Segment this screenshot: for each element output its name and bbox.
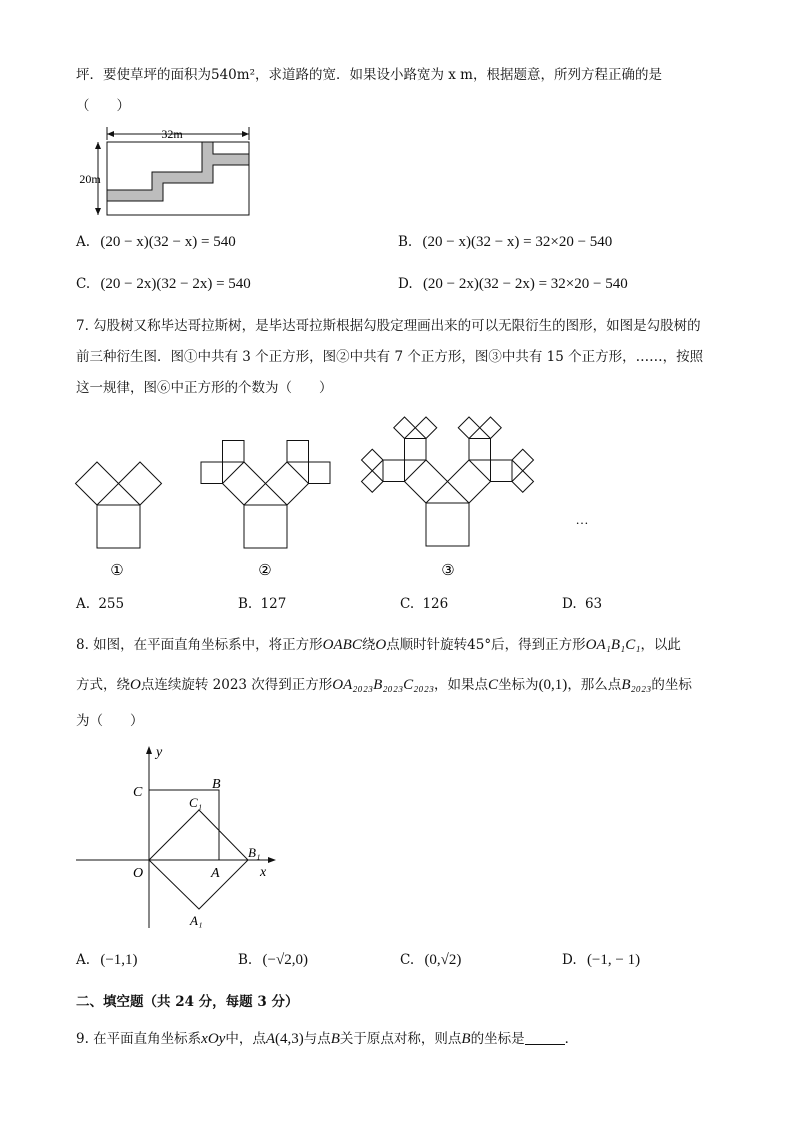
pythagoras-tree-2 (201, 441, 330, 549)
tree-square (512, 449, 534, 471)
q6-line1: 坪．要使草坪的面积为540m²，求道路的宽．如果设小路宽为 x m，根据题意，所列方程正确的是 (76, 67, 662, 83)
q7-option-c[interactable]: C. 126 (400, 596, 449, 612)
tree-square (266, 462, 309, 505)
tree-square (362, 449, 384, 471)
q6-option-a[interactable]: A. (20 − x)(32 − x) = 540 (76, 234, 236, 250)
q8-line1: 8. 如图，在平面直角坐标系中，将正方形OABC绕O点顺时针旋转45°后，得到正方形OA₁B₁C₁，以此 (76, 637, 681, 653)
origin-label: O (133, 866, 144, 881)
q7-trees-figure (60, 400, 600, 585)
tree-square (458, 417, 480, 439)
tree-square (383, 460, 405, 482)
tree-square (512, 471, 534, 493)
point-c1-label: C₁ (189, 795, 203, 810)
point-a1-label: A₁ (190, 913, 203, 928)
tree-square (223, 462, 266, 505)
tree-label-2: ② (258, 563, 272, 579)
q7-line1: 7. 勾股树又称毕达哥拉斯树，是毕达哥拉斯根据勾股定理画出来的可以无限衍生的图形，如图是勾股树的 (76, 318, 701, 334)
point-b-label: B (212, 777, 221, 792)
tree-square (491, 460, 513, 482)
tree-square (448, 460, 491, 503)
q6-option-b-expr: (20 − x)(32 − x) = 32×20 − 540 (422, 234, 613, 250)
tree-square (362, 471, 384, 493)
q7-option-a[interactable]: A. 255 (76, 596, 125, 612)
tree-label-1: ① (110, 563, 124, 579)
point-b1-label: B₁ (248, 845, 261, 860)
q6-height-label: 20m (79, 172, 101, 186)
q6-option-b[interactable]: B. (20 − x)(32 − x) = 32×20 − 540 (398, 234, 613, 250)
q8-option-b[interactable]: B. (−√2,0) (238, 952, 308, 968)
q8-coordinate-figure (76, 742, 286, 932)
tree-square (426, 503, 469, 546)
q7-line3: 这一规律，图⑥中正方形的个数为（ ） (76, 380, 333, 396)
tree-square (223, 441, 245, 463)
q8-line3: 为（ ） (76, 713, 144, 729)
y-axis-label: y (156, 745, 163, 760)
q6-option-d[interactable]: D. (20 − 2x)(32 − 2x) = 32×20 − 540 (398, 276, 628, 292)
tree-square (287, 441, 309, 463)
tree-square (201, 462, 223, 484)
q8-option-d[interactable]: D. (−1, − 1) (562, 952, 641, 968)
q6-option-a-expr: (20 − x)(32 − x) = 540 (100, 234, 236, 250)
tree-square (244, 505, 287, 548)
tree-square (469, 439, 491, 461)
tree-square (309, 462, 331, 484)
tree-square (415, 417, 437, 439)
q8-option-c[interactable]: C. (0,√2) (400, 952, 462, 968)
tree-square (480, 417, 502, 439)
q6-option-c-expr: (20 − 2x)(32 − 2x) = 540 (100, 276, 251, 292)
q7-option-b[interactable]: B. 127 (238, 596, 287, 612)
point-a-label: A (211, 866, 220, 881)
tree-square (405, 460, 448, 503)
q9-text: 9. 在平面直角坐标系xOy中，点A(4,3)与点B关于原点对称，则点B的坐标是 ． (76, 1031, 579, 1047)
tree-square (97, 505, 140, 548)
tree-square (394, 417, 416, 439)
q6-option-c[interactable]: C. (20 − 2x)(32 − 2x) = 540 (76, 276, 251, 292)
tree-square (76, 462, 119, 505)
q8-line2: 方式，绕O点连续旋转 2023 次得到正方形OA₂₀₂₃B₂₀₂₃C₂₀₂₃，如果点C坐标为(0,1)，那么点B₂₀₂₃的坐标 (76, 677, 692, 693)
ellipsis: … (575, 512, 589, 527)
q8-option-a[interactable]: A. (−1,1) (76, 952, 138, 968)
q6-figure (76, 124, 256, 220)
pythagoras-tree-1 (76, 462, 162, 548)
q6-option-d-expr: (20 − 2x)(32 − 2x) = 32×20 − 540 (422, 276, 628, 292)
q9-answer-blank[interactable] (525, 1030, 565, 1045)
pythagoras-tree-3 (362, 417, 534, 546)
tree-square (119, 462, 162, 505)
q6-width-label: 32m (161, 127, 183, 141)
section-2-title: 二、填空题（共 24 分，每题 3 分） (76, 994, 299, 1010)
tree-label-3: ③ (441, 563, 455, 579)
q6-answer-paren: （ ） (76, 98, 130, 114)
q7-line2: 前三种衍生图．图①中共有 3 个正方形，图②中共有 7 个正方形，图③中共有 15 个正方形，……，按照 (76, 349, 704, 365)
x-axis-label: x (260, 865, 267, 880)
tree-square (405, 439, 427, 461)
q7-option-d[interactable]: D. 63 (562, 596, 603, 612)
point-c-label: C (133, 785, 143, 800)
